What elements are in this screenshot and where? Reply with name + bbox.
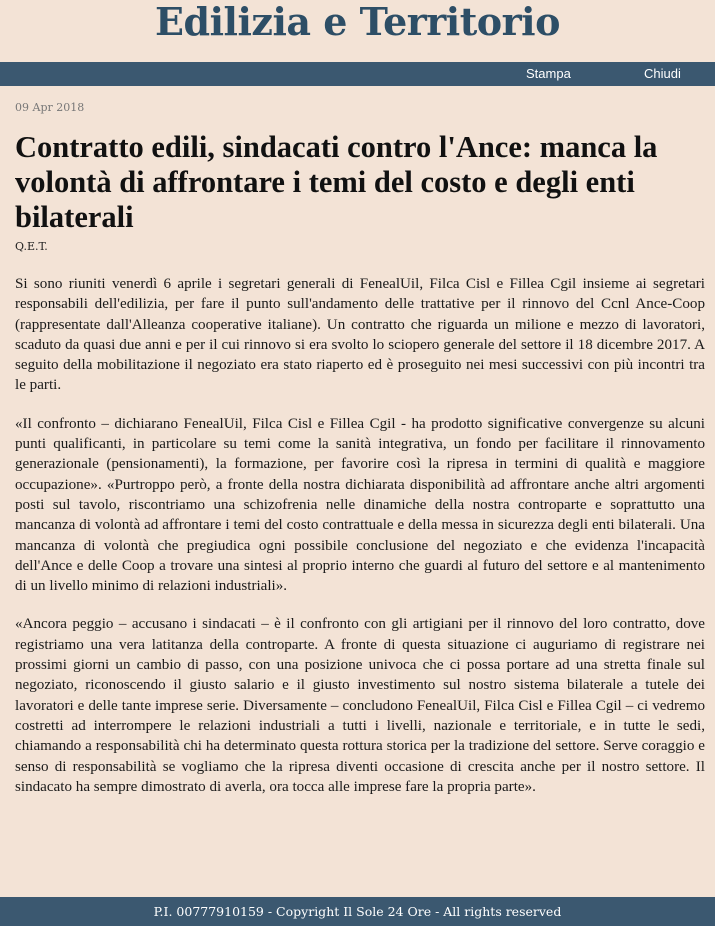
top-toolbar (0, 62, 715, 86)
article-paragraph: «Ancora peggio – accusano i sindacati – è il confronto con gli artigiani per il rinnovo del loro contratto, dove registriamo una vera latitanza della controparte. A fronte di questa situazione ci auguriamo di registrare nei prossimi giorni un cambio di passo, con una posizione univoca che ci possa portare ad una stretta finale sul negoziato, riconoscendo il giusto salario e il giusto investimento sul nostro sistema bilaterale a tutele dei lavoratori e delle tante imprese serie. Diversamente – concludono FenealUil, Filca Cisl e Fillea Cgil – ci vedremo costretti ad interrompere le relazioni industriali a tutti i livelli, nazionale e territoriale, e in tutte le sedi, chiamando a responsabilità chi ha determinato questa rottura storica per la tradizione del settore. Serve coraggio e senso di responsabilità se vogliamo che la ripresa diventi occasione di crescita anche per il nostro settore. Il sindacato ha sempre dimostrato di averla, ora tocca alle imprese fare la propria parte». (15, 616, 705, 795)
article-paragraph: «Il confronto – dichiarano FenealUil, Filca Cisl e Fillea Cgil - ha prodotto significative convergenze su alcuni punti qualificanti, in particolare su temi come la sanità integrativa, un fondo per facilitare il rinnovamento generazionale (pensionamenti), la formazione, per favorire così la ripresa in termini di qualità e maggiore occupazione». «Purtroppo però, a fronte della nostra dichiarata disponibilità ad affrontare anche altri argomenti posti sul tavolo, riscontriamo una schizofrenia nelle dinamiche della nostra controparte e soprattutto una mancanza di volontà ad affrontare i temi del costo contrattuale e della messa in sicurezza degli enti bilaterali. Una mancanza di volontà che pregiudica ogni possibile conclusione del negoziato e che evidenza l'incapacità dell'Ance e delle Coop a trovare una sintesi al proprio interno che guardi al futuro del settore e al mantenimento di un livello minimo di relazioni industriali». (15, 415, 705, 595)
article-paragraph: Si sono riuniti venerdì 6 aprile i segretari generali di FenealUil, Filca Cisl e Fillea Cgil insieme ai segretari responsabili dell'edilizia, per fare il punto sull'andamento delle trattative per il rinnovo del Ccnl Ance-Coop (rappresentate dall'Alleanza cooperative italiane). Un contratto che riguarda un milione e mezzo di lavoratori, scaduto da quasi due anni e per il cui rinnovo si era svolto lo sciopero generale del settore il 18 dicembre 2017. A seguito della mobilitazione il negoziato era stato riaperto ed è proseguito nei mesi successivi con più incontri tra le parti. (15, 276, 705, 394)
close-link[interactable]: Chiudi (644, 66, 681, 81)
article-date: 09 Apr 2018 (15, 101, 85, 114)
print-link[interactable]: Stampa (526, 66, 571, 81)
footer-copyright: P.I. 00777910159 - Copyright Il Sole 24 Ore - All rights reserved (0, 897, 715, 926)
article-author: Q.E.T. (15, 240, 48, 253)
article-headline: Contratto edili, sindacati contro l'Ance: manca la volontà di affrontare i temi del costo e degli enti bilaterali (15, 130, 658, 234)
site-logo-title: Edilizia e Territorio (155, 0, 560, 44)
masthead (0, 0, 715, 62)
article-body (15, 274, 705, 815)
